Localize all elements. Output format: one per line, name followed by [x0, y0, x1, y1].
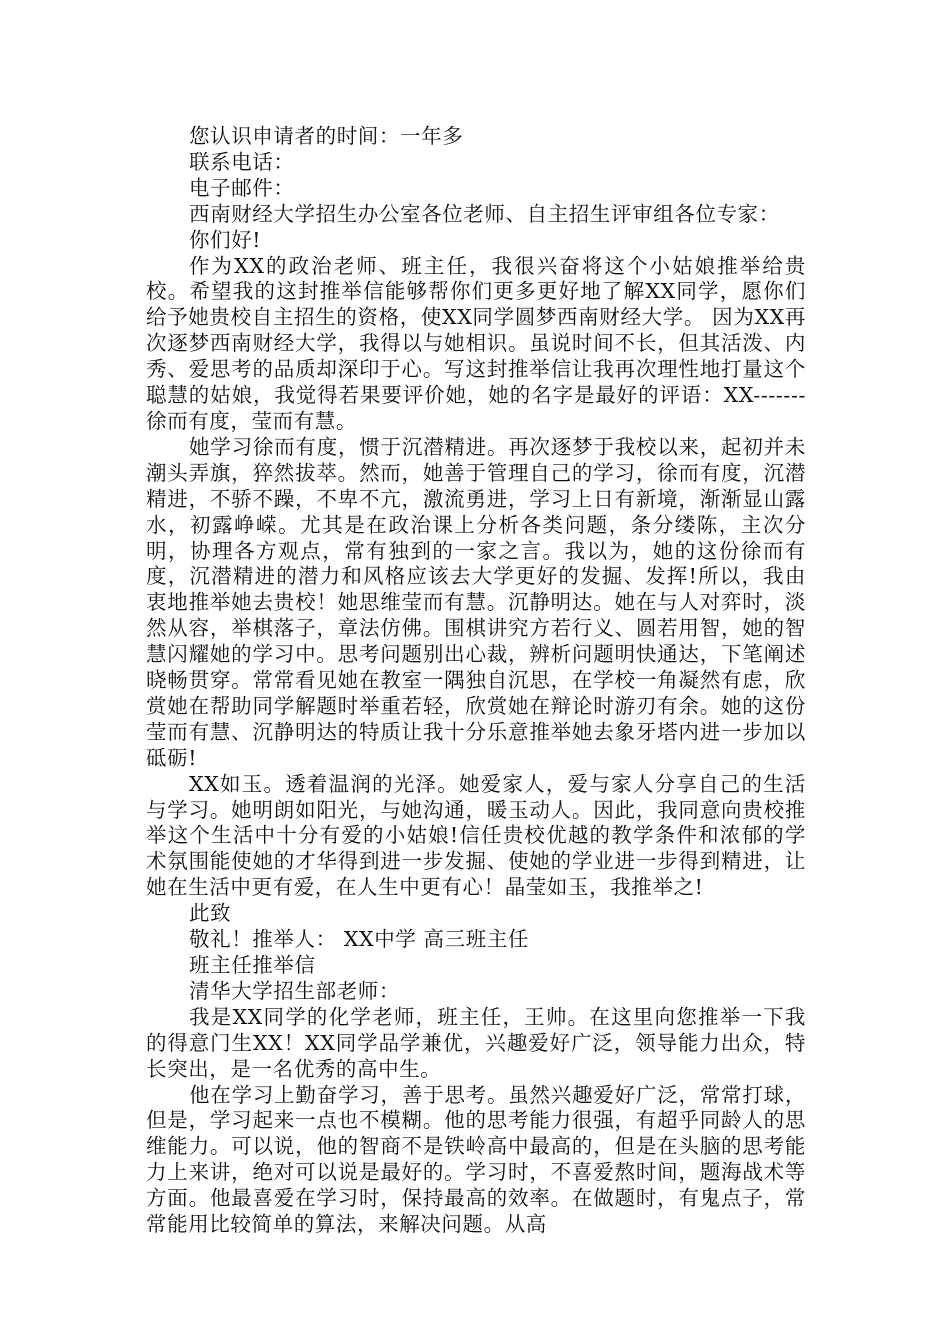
email-line: 电子邮件：	[189, 175, 295, 200]
second-letter-title: 班主任推举信	[189, 953, 316, 977]
closing-line-1: 此致	[189, 901, 232, 926]
acquaintance-time-line: 您认识申请者的时间：一年多	[189, 124, 464, 148]
body-paragraph-3: XX如玉。透着温润的光泽。她爱家人，爱与家人分享自己的生活与学习。她明朗如阳光，与她沟通，暖玉动人。因此，我同意向贵校推举这个生活中十分有爱的小姑娘!信任贵校优越的教学条件和浓郁的学术氛围能使她的才华得到进一步发掘、使她的学业进一步得到精进，让她在生活中更有爱，在人生中更有心！晶莹如玉，我推举之!	[146, 771, 806, 900]
phone-line: 联系电话：	[189, 149, 295, 174]
salutation-line: 西南财经大学招生办公室各位老师、自主招生评审组各位专家：	[189, 201, 780, 226]
closing-line-2: 敬礼！推举人： XX中学 高三班主任	[189, 927, 530, 952]
second-letter-salutation: 清华大学招生部老师：	[189, 978, 400, 1003]
body-paragraph-2: 她学习徐而有度，惯于沉潜精进。再次逐梦于我校以来，起初并未潮头弄旗，猝然拔萃。然而，她善于管理自己的学习，徐而有度，沉潜精进，不骄不躁，不卑不亢，激流勇进，学习上日有新境，渐渐显山露水，初露峥嵘。尤其是在政治课上分析各类问题，条分缕陈，主次分明，协理各方观点，常有独到的一家之言。我以为，她的这份徐而有度，沉潜精进的潜力和风格应该去大学更好的发掘、发挥!所以，我由衷地推举她去贵校！她思维莹而有慧。沉静明达。她在与人对弈时，淡然从容，举棋落子，章法仿佛。围棋讲究方若行义、圆若用智，她的智慧闪耀她的学习中。思考问题别出心裁，辨析问题明快通达，下笔阐述晓畅贯穿。常常看见她在教室一隅独自沉思，在学校一角凝然有虑，欣赏她在帮助同学解题时举重若轻，欣赏她在辩论时游刃有余。她的这份莹而有慧、沉静明达的特质让我十分乐意推举她去象牙塔内进一步加以砥砺!	[146, 434, 806, 770]
second-paragraph-2: 他在学习上勤奋学习，善于思考。虽然兴趣爱好广泛，常常打球，但是，学习起来一点也不模糊。他的思考能力很强，有超乎同龄人的思维能力。可以说，他的智商不是铁岭高中最高的，但是在头脑的思考能力上来讲，绝对可以说是最好的。学习时，不喜爱熬时间，题海战术等方面。他最喜爱在学习时，保持最高的效率。在做题时，有鬼点子，常常能用比较简单的算法，来解决问题。从高	[146, 1082, 806, 1237]
greeting-line: 你们好!	[189, 227, 262, 252]
body-paragraph-1: 作为XX的政治老师、班主任，我很兴奋将这个小姑娘推举给贵校。希望我的这封推举信能够帮你们更多更好地了解XX同学，愿你们给予她贵校自主招生的资格，使XX同学圆梦西南财经大学。 因为XX再次逐梦西南财经大学，我得以与她相识。虽说时间不长，但其活泼、内秀、爱思考的品质却深印于心。写这封推举信让我再次理性地打量这个聪慧的姑娘，我觉得若果要评价她，她的名字是最好的评语：XX-------徐而有度，莹而有慧。	[146, 253, 806, 433]
document-body	[146, 124, 806, 1238]
second-paragraph-1: 我是XX同学的化学老师，班主任，王帅。在这里向您推举一下我的得意门生XX！XX同学品学兼优，兴趣爱好广泛，领导能力出众，特长突出，是一名优秀的高中生。	[146, 1004, 806, 1081]
